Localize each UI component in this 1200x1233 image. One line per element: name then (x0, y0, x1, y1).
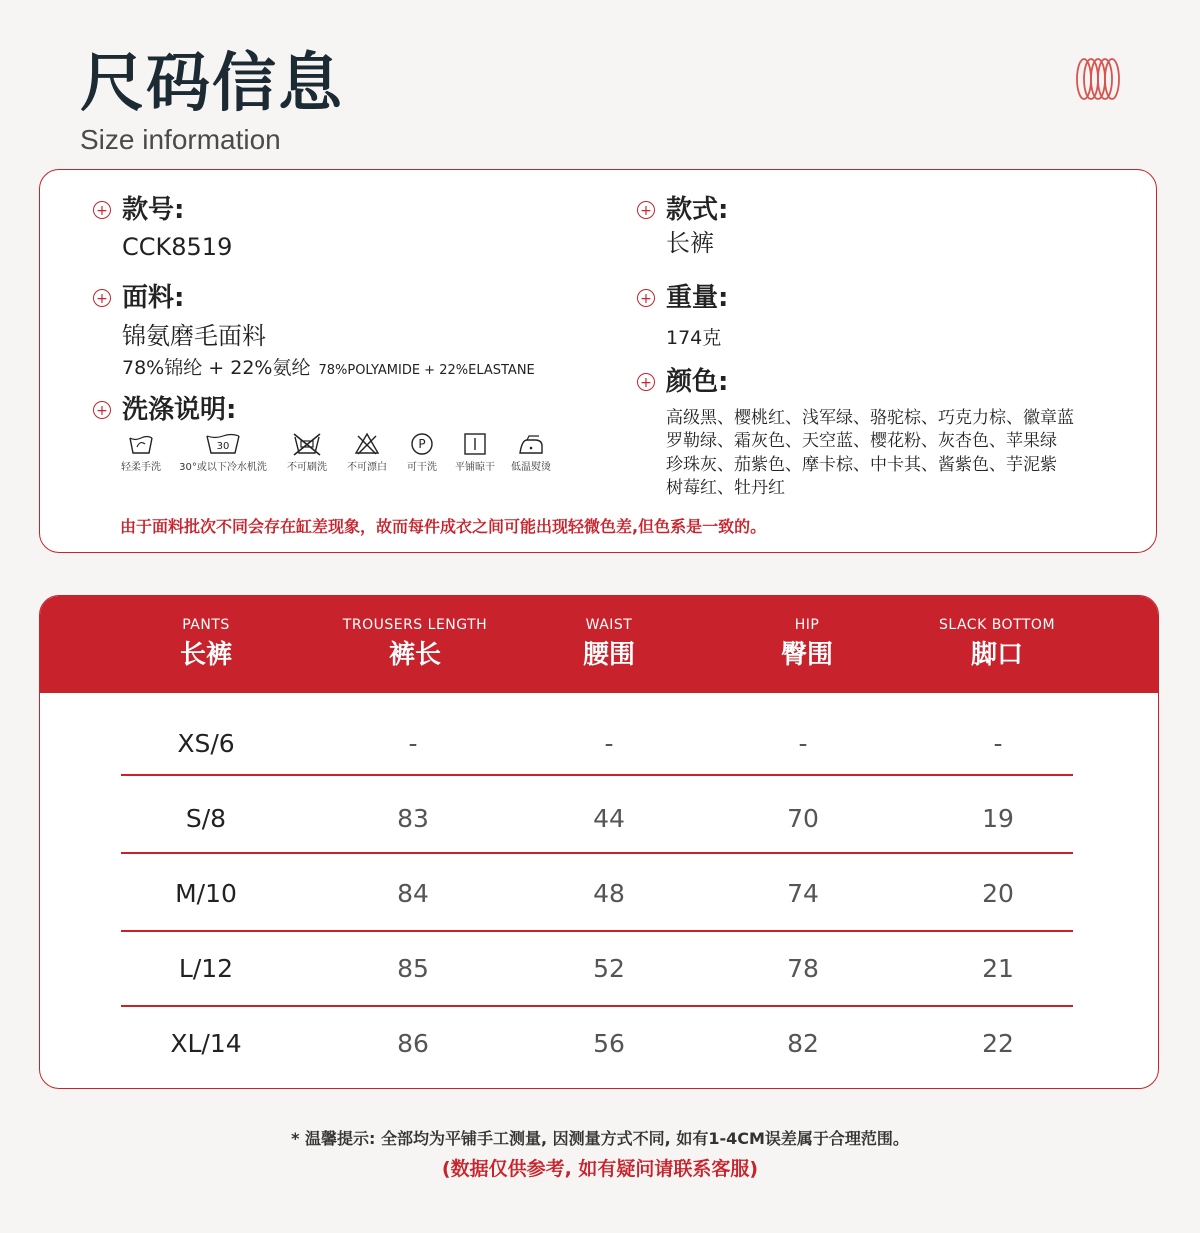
table-cell: 85 (397, 954, 429, 983)
table-cell: 84 (397, 879, 429, 908)
fabric-value: 锦氨磨毛面料 (122, 322, 266, 350)
table-row (40, 706, 1158, 782)
svg-text:P: P (418, 437, 426, 451)
fabric-composition: 78%锦纶 + 22%氨纶 78%POLYAMIDE + 22%ELASTANE (122, 357, 535, 379)
plus-icon: + (637, 373, 655, 391)
plus-icon: + (93, 289, 111, 307)
svg-text:30: 30 (216, 441, 230, 452)
measurement-tip: * 温馨提示: 全部均为平铺手工测量, 因测量方式不同, 如有1-4CM误差属于合理范围。 (291, 1129, 909, 1148)
colors-line: 树莓红、牡丹红 (666, 478, 785, 498)
product-info-card (39, 169, 1157, 553)
table-row (40, 1006, 1158, 1082)
size-cell: XS/6 (177, 729, 235, 758)
weight-label: 重量: (666, 283, 729, 313)
size-cell: XL/14 (170, 1029, 242, 1058)
style-no-label: 款号: (122, 195, 185, 225)
style-label: 款式: (666, 195, 729, 225)
table-row (40, 931, 1158, 1007)
table-cell: - (993, 729, 1003, 758)
page-subtitle: Size information (80, 124, 281, 155)
size-cell: M/10 (175, 879, 237, 908)
table-cell: 56 (593, 1029, 625, 1058)
no-brush-icon: 不可刷洗 (282, 432, 332, 473)
table-cell: 19 (982, 804, 1014, 833)
table-cell: 70 (787, 804, 819, 833)
no-bleach-icon: 不可漂白 (342, 432, 392, 473)
header-trousers-length: TROUSERS LENGTH 裤长 (342, 617, 488, 670)
table-cell: - (604, 729, 614, 758)
plus-icon: + (637, 201, 655, 219)
plus-icon: + (93, 201, 111, 219)
style-value: 长裤 (666, 229, 714, 257)
rings-decoration-icon (1074, 56, 1122, 102)
header-pants: PANTS 长裤 (179, 617, 232, 670)
table-cell: 78 (787, 954, 819, 983)
table-cell: - (798, 729, 808, 758)
style-no-value: CCK8519 (122, 233, 233, 261)
plus-icon: + (93, 401, 111, 419)
row-divider (121, 774, 1073, 776)
gentle-wash-icon: 轻柔手洗 (118, 432, 164, 473)
table-cell: 86 (397, 1029, 429, 1058)
size-cell: L/12 (178, 954, 234, 983)
table-cell: 44 (593, 804, 625, 833)
header-slack-bottom: SLACK BOTTOM 脚口 (938, 617, 1056, 670)
table-cell: - (408, 729, 418, 758)
wash-30-icon: 30 30°或以下冷水机洗 (174, 432, 272, 473)
table-cell: 52 (593, 954, 625, 983)
dry-clean-p-icon: P 可干洗 (400, 432, 444, 473)
table-cell: 82 (787, 1029, 819, 1058)
reference-note: (数据仅供参考, 如有疑问请联系客服) (441, 1158, 759, 1180)
row-divider (121, 852, 1073, 854)
size-table (39, 595, 1159, 1089)
header-hip: HIP 臀围 (780, 617, 833, 670)
care-label: 洗涤说明: (122, 395, 237, 425)
colors-line: 罗勒绿、霜灰色、天空蓝、樱花粉、灰杏色、苹果绿 (666, 431, 1057, 451)
flat-dry-icon: 平铺晾干 (450, 432, 500, 473)
table-cell: 22 (982, 1029, 1014, 1058)
size-cell: S/8 (185, 804, 227, 833)
plus-icon: + (637, 289, 655, 307)
colors-label: 颜色: (666, 367, 729, 397)
weight-value: 174克 (666, 327, 722, 349)
table-cell: 48 (593, 879, 625, 908)
fabric-label: 面料: (122, 283, 185, 313)
color-variance-notice: 由于面料批次不同会存在缸差现象，故而每件成衣之间可能出现轻微色差,但色系是一致的。 (120, 517, 767, 536)
table-row (40, 781, 1158, 857)
table-cell: 74 (787, 879, 819, 908)
colors-line: 高级黑、樱桃红、浅军绿、骆驼棕、巧克力棕、徽章蓝 (666, 408, 1074, 428)
table-cell: 21 (982, 954, 1014, 983)
table-row (40, 856, 1158, 932)
page-title: 尺码信息 (80, 47, 344, 121)
size-table-header (40, 596, 1158, 693)
table-cell: 20 (982, 879, 1014, 908)
header-waist: WAIST 腰围 (582, 617, 635, 670)
low-iron-icon: 低温熨烫 (506, 432, 556, 473)
care-icons (118, 432, 568, 480)
table-cell: 83 (397, 804, 429, 833)
colors-line: 珍珠灰、茄紫色、摩卡棕、中卡其、酱紫色、芋泥紫 (666, 455, 1057, 475)
